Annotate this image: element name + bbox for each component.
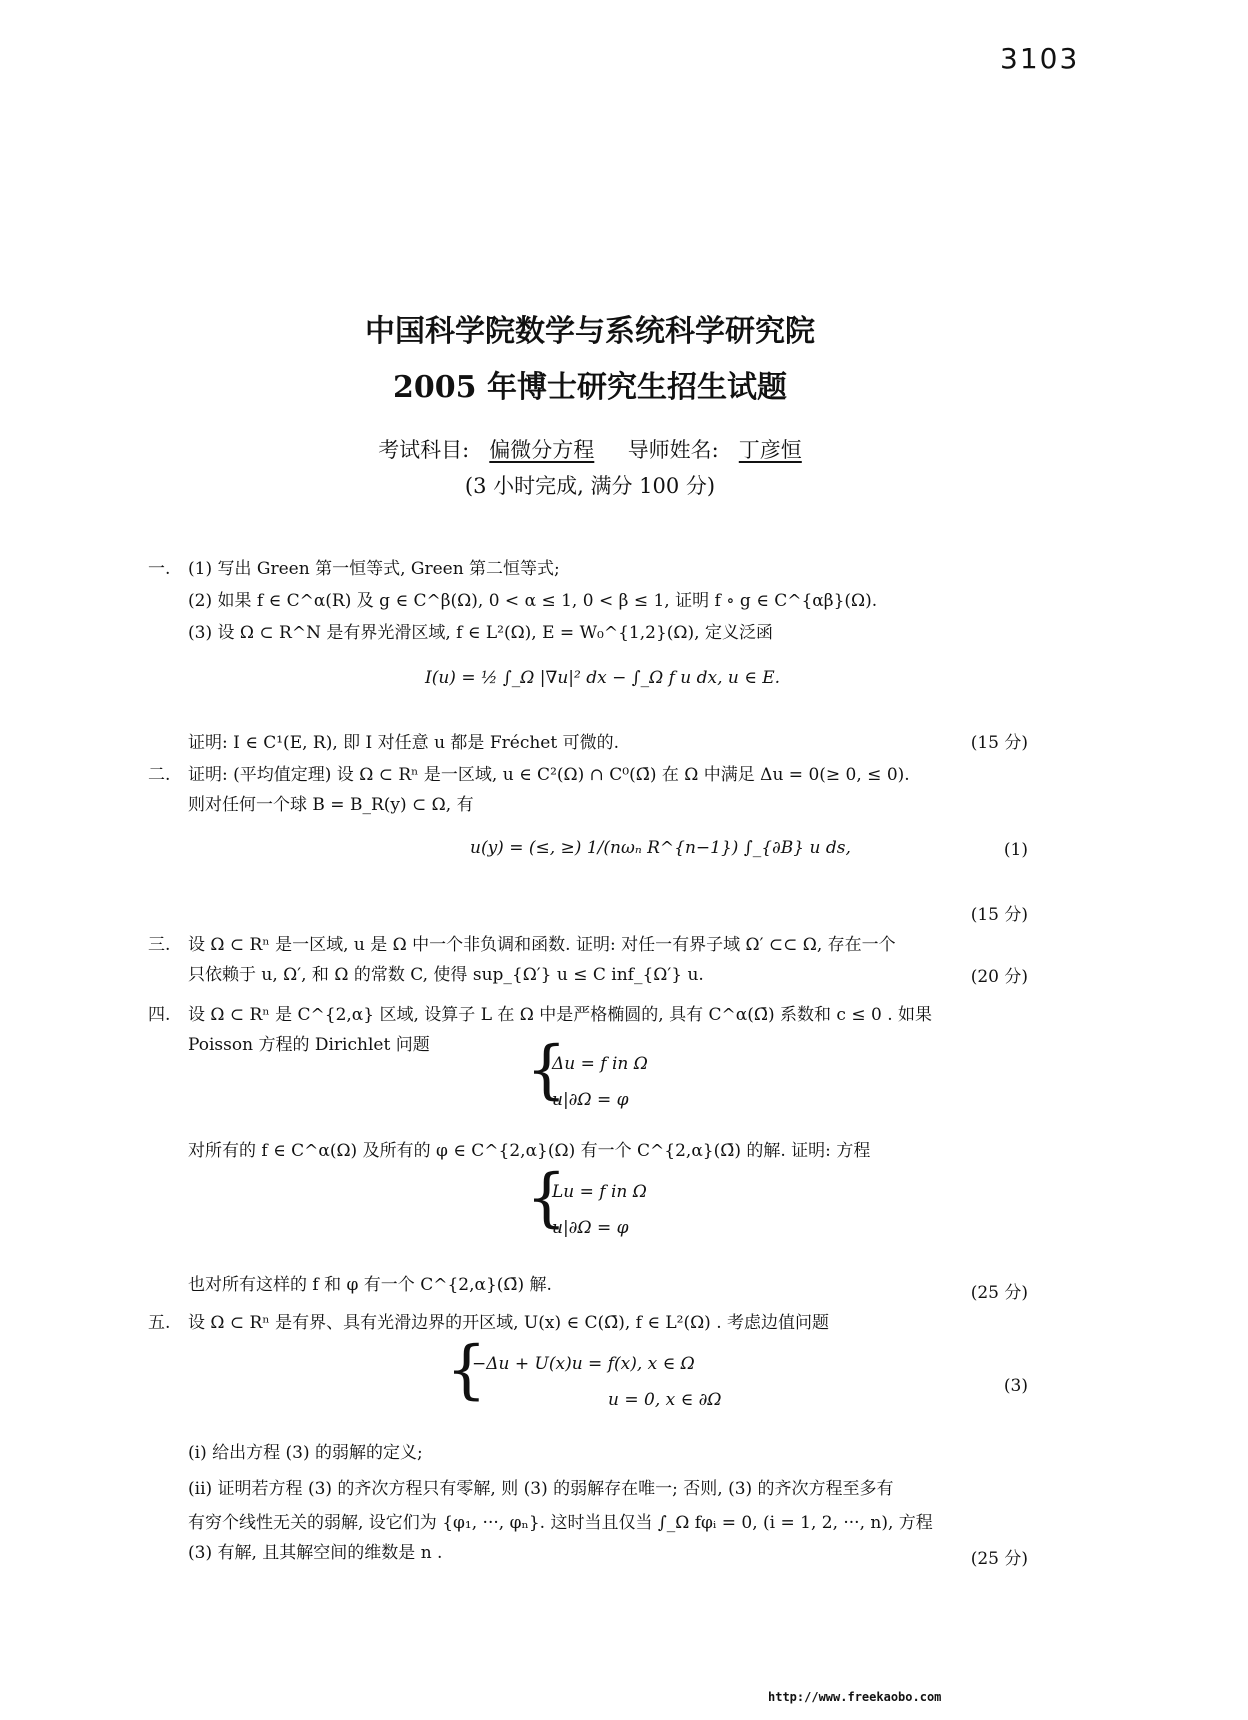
problem-3-line-1: 设 Ω ⊂ Rⁿ 是一区域, u 是 Ω 中一个非负调和函数. 证明: 对任一有界子域 Ω′ ⊂⊂ Ω, 存在一个: [188, 935, 896, 955]
problem-2-score: (15 分): [970, 905, 1028, 925]
problem-2-line-2: 则对任何一个球 B = B_R(y) ⊂ Ω, 有: [188, 795, 474, 815]
system-2-boundary: u|∂Ω = φ: [552, 1218, 629, 1238]
problem-1-part-3: (3) 设 Ω ⊂ R^N 是有界光滑区域, f ∈ L²(Ω), E = W₀^{1,2}(Ω), 定义泛函: [188, 623, 773, 643]
problem-3-number: 三.: [148, 935, 171, 955]
problem-2-number: 二.: [148, 765, 171, 785]
subject-label: 考试科目:: [378, 438, 470, 462]
system-3-boundary: u = 0, x ∈ ∂Ω: [608, 1390, 722, 1410]
page-number: 3103: [1000, 42, 1080, 75]
problem-3-score: (20 分): [970, 967, 1028, 987]
advisor-label: 导师姓名:: [627, 438, 719, 462]
problem-5-number: 五.: [148, 1313, 171, 1333]
problem-1-part-1: (1) 写出 Green 第一恒等式, Green 第二恒等式;: [188, 559, 560, 579]
problem-4-line-1: 设 Ω ⊂ Rⁿ 是 C^{2,α} 区域, 设算子 L 在 Ω 中是严格椭圆的, 具有 C^α(Ω̄) 系数和 c ≤ 0 . 如果: [188, 1005, 933, 1025]
problem-5-score: (25 分): [970, 1549, 1028, 1569]
footer-url: http://www.freekaobo.com: [768, 1690, 942, 1704]
problem-2-equation-number: (1): [1003, 840, 1028, 860]
problem-5-part-ii-line-1: (ii) 证明若方程 (3) 的齐次方程只有零解, 则 (3) 的弱解存在唯一; 否则, (3) 的齐次方程至多有: [188, 1479, 894, 1499]
exam-title: 2005 年博士研究生招生试题: [393, 370, 787, 405]
left-brace: {: [526, 1161, 567, 1235]
problem-4-line-3: 对所有的 f ∈ C^α(Ω) 及所有的 φ ∈ C^{2,α}(Ω) 有一个 C^{2,α}(Ω̄) 的解. 证明: 方程: [188, 1141, 871, 1161]
problem-5-line-1: 设 Ω ⊂ Rⁿ 是有界、具有光滑边界的开区域, U(x) ∈ C(Ω̄), f ∈ L²(Ω) . 考虑边值问题: [188, 1313, 830, 1333]
problem-5-part-ii-line-3: (3) 有解, 且其解空间的维数是 n .: [188, 1543, 443, 1563]
problem-1-number: 一.: [148, 559, 171, 579]
subject: 偏微分方程: [489, 438, 595, 462]
problem-4-line-4: 也对所有这样的 f 和 φ 有一个 C^{2,α}(Ω̄) 解.: [188, 1275, 552, 1295]
problem-1-score: (15 分): [970, 733, 1028, 753]
system-2-equation: Lu = f in Ω: [552, 1182, 647, 1202]
problem-2-line-1: 证明: (平均值定理) 设 Ω ⊂ Rⁿ 是一区域, u ∈ C²(Ω) ∩ C⁰(Ω̄) 在 Ω 中满足 Δu = 0(≥ 0, ≤ 0).: [188, 765, 910, 785]
problem-1-part-2: (2) 如果 f ∈ C^α(R) 及 g ∈ C^β(Ω), 0 < α ≤ 1, 0 < β ≤ 1, 证明 f ∘ g ∈ C^{αβ}(Ω).: [188, 591, 878, 611]
problem-5-part-i: (i) 给出方程 (3) 的弱解的定义;: [188, 1443, 423, 1463]
system-1-boundary: u|∂Ω = φ: [552, 1090, 629, 1110]
advisor: 丁彦恒: [738, 438, 802, 462]
left-brace: {: [446, 1333, 487, 1407]
left-brace: {: [526, 1033, 567, 1107]
problem-4-number: 四.: [148, 1005, 171, 1025]
problem-1-claim: 证明: I ∈ C¹(E, R), 即 I 对任意 u 都是 Fréchet 可微的.: [188, 733, 619, 753]
problem-4-score: (25 分): [970, 1283, 1028, 1303]
problem-2-mean-value-formula: u(y) = (≤, ≥) 1/(nωₙ R^{n−1}) ∫_{∂B} u ds,: [470, 838, 851, 858]
time-note: (3 小时完成, 满分 100 分): [464, 474, 716, 498]
institution-title: 中国科学院数学与系统科学研究院: [365, 314, 815, 349]
system-1-equation: Δu = f in Ω: [552, 1054, 648, 1074]
problem-5-part-ii-line-2: 有穷个线性无关的弱解, 设它们为 {φ₁, ···, φₙ}. 这时当且仅当 ∫_Ω fφᵢ = 0, (i = 1, 2, ···, n), 方程: [188, 1513, 933, 1533]
problem-1-functional: I(u) = ½ ∫_Ω |∇u|² dx − ∫_Ω f u dx, u ∈ E.: [425, 668, 781, 688]
problem-5-equation-number: (3): [1003, 1376, 1028, 1396]
exam-info: [0, 434, 1180, 464]
problem-4-line-2: Poisson 方程的 Dirichlet 问题: [188, 1035, 430, 1055]
system-3-equation: −Δu + U(x)u = f(x), x ∈ Ω: [472, 1354, 695, 1374]
problem-3-line-2: 只依赖于 u, Ω′, 和 Ω 的常数 C, 使得 sup_{Ω′} u ≤ C inf_{Ω′} u.: [188, 965, 704, 985]
